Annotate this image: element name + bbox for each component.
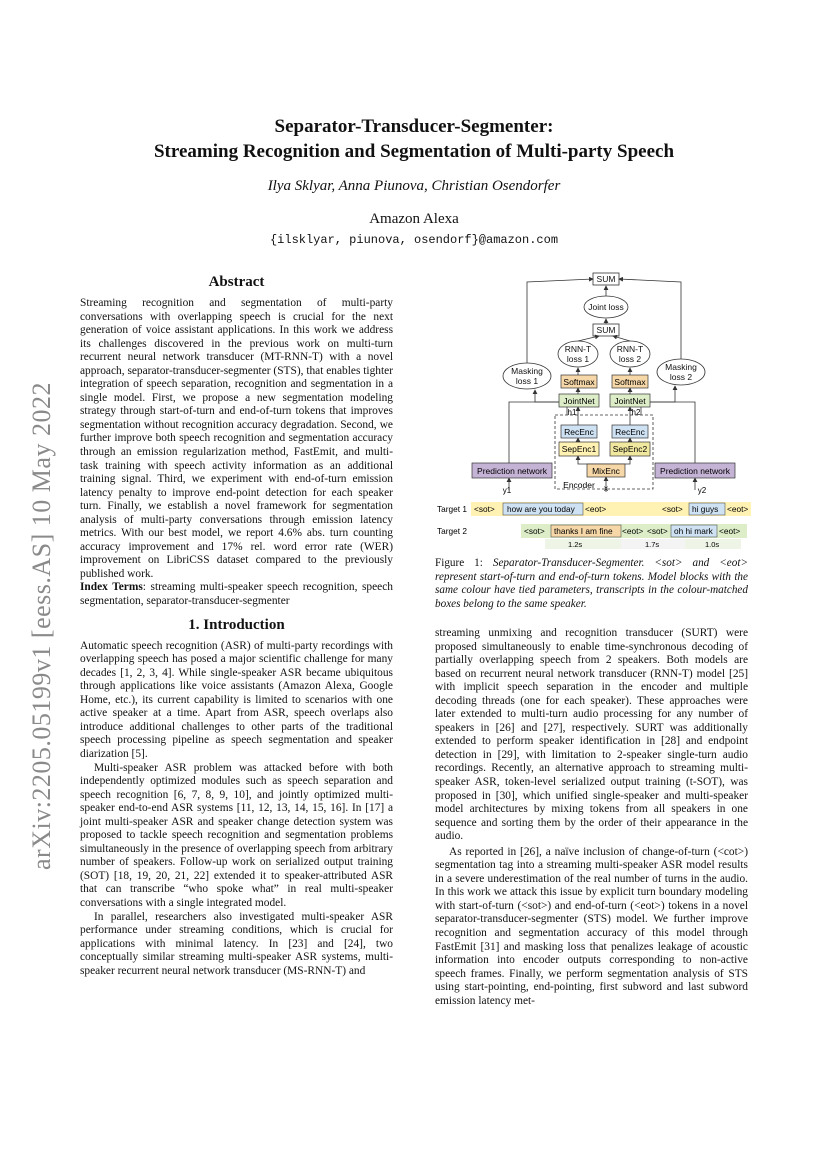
- right-column: [435, 627, 748, 1008]
- index-terms-label: Index Terms: [80, 581, 143, 594]
- target1b-sot: <sot>: [662, 504, 683, 514]
- x-label: x: [604, 484, 608, 493]
- abstract-heading: Abstract: [208, 274, 265, 290]
- intro-paragraph-2: Multi-speaker ASR problem was attacked before with both independently optimized modules such as speech separation and speech recognition [6, 7, 8, 9, 10], and jointly optimized multi-speaker end-to-end ASR systems [11, 12, 13, 14, 15, 16]. In [17] a joint multi-speaker ASR and speaker change detection system was proposed to tackle speech recognition and segmentation problems simultaneously in the presence of overlapping speech from arbitrary number of speakers. Follow-up work on serialized output training (SOT) [18, 19, 20, 21, 22] extended it to speaker-attributed ASR that can transcribe “who spoke what” in real multi-speaker conversations with a single integrated model.: [80, 761, 393, 909]
- paper-title-line1: Separator-Transducer-Segmenter:: [274, 116, 554, 137]
- sepenc-2-label: SepEnc2: [612, 444, 648, 454]
- jointnet-1-label: JointNet: [563, 396, 595, 406]
- authors: Ilya Sklyar, Anna Piunova, Christian Osendorfer: [267, 178, 561, 194]
- paper-title-line2: Streaming Recognition and Segmentation of Multi-party Speech: [153, 141, 675, 162]
- abstract-text: Streaming recognition and segmentation of multi-party conversations with overlapping speech is crucial for the next generation of voice assistant applications. In this work we address its challenges discovered in the previous work on multi-turn recurrent neural network transducer (MT-RNN-T) with a novel approach, separator-transducer-segmenter (STS), that enables tighter integration of speech separation, recognition and segmentation in a single model. First, we propose a new segmentation modeling strategy through start-of-turn and end-of-turn tokens that improves segmentation without recognition accuracy degradation. Second, we further improve both speech recognition and segmentation accuracy through an emission regularization method, FastEmit, and multi-task training with speech activity information as an additional training signal. Third, we experiment with end-of-turn emission latency penalty to improve end-point detection for each speaker turn. Finally, we establish a novel framework for segmentation analysis of multi-party conversations through emission latency metrics. With our best model, we report 4.6% abs. turn counting accuracy improvement and 17% rel. word error rate (WER) improvement on LibriCSS dataset compared to the previously published work.: [80, 297, 393, 580]
- sepenc-1-label: SepEnc1: [561, 444, 597, 454]
- target2b-eot: <eot>: [719, 526, 741, 536]
- intro-paragraph-3: In parallel, researchers also investigated multi-speaker ASR performance under streaming conditions, which is crucial for applications with minimal latency. In [23] and [24], two conceptually similar streaming multi-speaker ASR systems, multi-speaker recurrent neural network transducer (MS-RNN-T) and: [80, 910, 393, 977]
- prediction-network-1-label: Prediction network: [477, 466, 547, 476]
- masking-loss1-label-b: loss 1: [515, 376, 539, 386]
- figure-1-caption-text: Separator-Transducer-Segmenter. <sot> and <eot> represent start-of-turn and end-of-turn tokens. Model blocks with the same colour have tied parameters, transcripts in the colour-matched boxes belong to the same speaker.: [435, 557, 749, 610]
- index-terms: [80, 581, 393, 608]
- arxiv-sidebar: [22, 345, 62, 870]
- target1-sot: <sot>: [474, 504, 495, 514]
- figure-1-diagram: [435, 272, 765, 552]
- left-column: [80, 274, 393, 978]
- h1-label: h1: [567, 408, 577, 417]
- joint-loss-label: Joint loss: [588, 302, 624, 312]
- encoder-label: Encoder: [563, 480, 595, 490]
- recenc-2-label: RecEnc: [615, 427, 645, 437]
- sum-top-label: SUM: [596, 274, 616, 284]
- y1-label: y1: [502, 486, 512, 495]
- sum-mid-label: SUM: [596, 325, 616, 335]
- target1-label: Target 1: [437, 504, 467, 514]
- rnnt-loss2-label-a: RNN-T: [616, 344, 644, 354]
- index-terms-text: : streaming multi-speaker speech recognition, speech segmentation, separator-transducer-segmenter: [80, 581, 393, 608]
- masking-loss1-label-a: Masking: [511, 366, 543, 376]
- target1-eot: <eot>: [585, 504, 607, 514]
- mixenc-label: MixEnc: [592, 466, 620, 476]
- affiliation: Amazon Alexa: [369, 211, 459, 227]
- arxiv-id: arXiv:2205.05199v1 [eess.AS] 10 May 2022: [27, 382, 56, 870]
- target2-eot: <eot>: [622, 526, 644, 536]
- h2-label: h2: [631, 408, 641, 417]
- figure-1-caption: [435, 557, 748, 611]
- duration1-band: [545, 539, 621, 549]
- rnnt-loss2-label-b: loss 2: [618, 354, 642, 364]
- target1b-text: hi guys: [692, 504, 719, 514]
- masking-loss2-label-a: Masking: [665, 362, 697, 372]
- duration1-label: 1.2s: [568, 540, 583, 549]
- target2-text: thanks I am fine: [554, 526, 613, 536]
- intro-paragraph-1: Automatic speech recognition (ASR) of multi-party recordings with overlapping speech has posed a major scientific challenge for many decades [1, 2, 3, 4]. While single-speaker ASR became ubiquitous through applications like voice assistants (Amazon Alexa, Google Home, etc.), its current capability is limited to scenarios with one active speaker at a time. Apart from ASR, speech overlaps also introduce additional challenges to other parts of the traditional speech processing pipeline as speech segmentation and speaker diarization [5].: [80, 639, 393, 760]
- figure-1-caption-label: Figure 1:: [435, 557, 483, 569]
- duration2-label: 1.7s: [645, 540, 660, 549]
- target2-sot: <sot>: [524, 526, 545, 536]
- rnnt-loss1-label-a: RNN-T: [564, 344, 592, 354]
- target2b-sot: <sot>: [647, 526, 668, 536]
- target1-text: how are you today: [507, 504, 575, 514]
- softmax-2-label: Softmax: [614, 377, 646, 387]
- right-paragraph-1: streaming unmixing and recognition transducer (SURT) were proposed simultaneously to enable time-synchronous decoding of partially overlapping speech from 2 speakers. Both models are based on recurrent neural network transducer (RNN-T) model [25] with implicit speech separation in the encoder and multiple decoding threads (one for each speaker). These approaches were later extended to multi-turn audio processing for any number of speakers in [26] and [27], respectively. SURT was additionally extended to perform speaker identification in [28] and endpoint detection in [29], with limitation to 2-speaker single-turn audio recordings. Recently, an alternative approach to streaming multi-speaker ASR, token-level serialized output training (t-SOT), was proposed in [30], which unified single-speaker and multi-speaker model architectures by mixing tokens from all speakers in one sequence and sorting them by the order of their appearance in the audio.: [435, 627, 748, 843]
- softmax-1-label: Softmax: [563, 377, 595, 387]
- target2-label: Target 2: [437, 526, 467, 536]
- target2b-text: oh hi mark: [674, 526, 713, 536]
- email: {ilsklyar, piunova, osendorf}@amazon.com: [269, 233, 559, 247]
- prediction-network-2-label: Prediction network: [660, 466, 730, 476]
- target1b-eot: <eot>: [727, 504, 749, 514]
- jointnet-2-label: JointNet: [614, 396, 646, 406]
- masking-loss2-label-b: loss 2: [669, 372, 693, 382]
- rnnt-loss1-label-b: loss 1: [566, 354, 590, 364]
- y2-label: y2: [697, 486, 707, 495]
- intro-heading: 1. Introduction: [188, 616, 285, 633]
- duration3-label: 1.0s: [705, 540, 720, 549]
- right-paragraph-2: As reported in [26], a naïve inclusion of change-of-turn (<cot>) segmentation tag into a streaming multi-speaker ASR model results in a severe underestimation of the real number of turns in the audio. In this work we attack this issue by explicit turn boundary modeling with start-of-turn (<sot>) and end-of-turn (<eot>) tokens in a novel separator-transducer-segmenter (STS) model. We further improve recognition and segmentation accuracy of this model through FastEmit [31] and masking loss that penalizes leakage of acoustic information into encoder outputs corresponding to non-active speech frames. Finally, we perform segmentation analysis of STS using start-pointing, end-pointing, first subword and last subword emission latency met-: [435, 845, 748, 1007]
- recenc-1-label: RecEnc: [564, 427, 594, 437]
